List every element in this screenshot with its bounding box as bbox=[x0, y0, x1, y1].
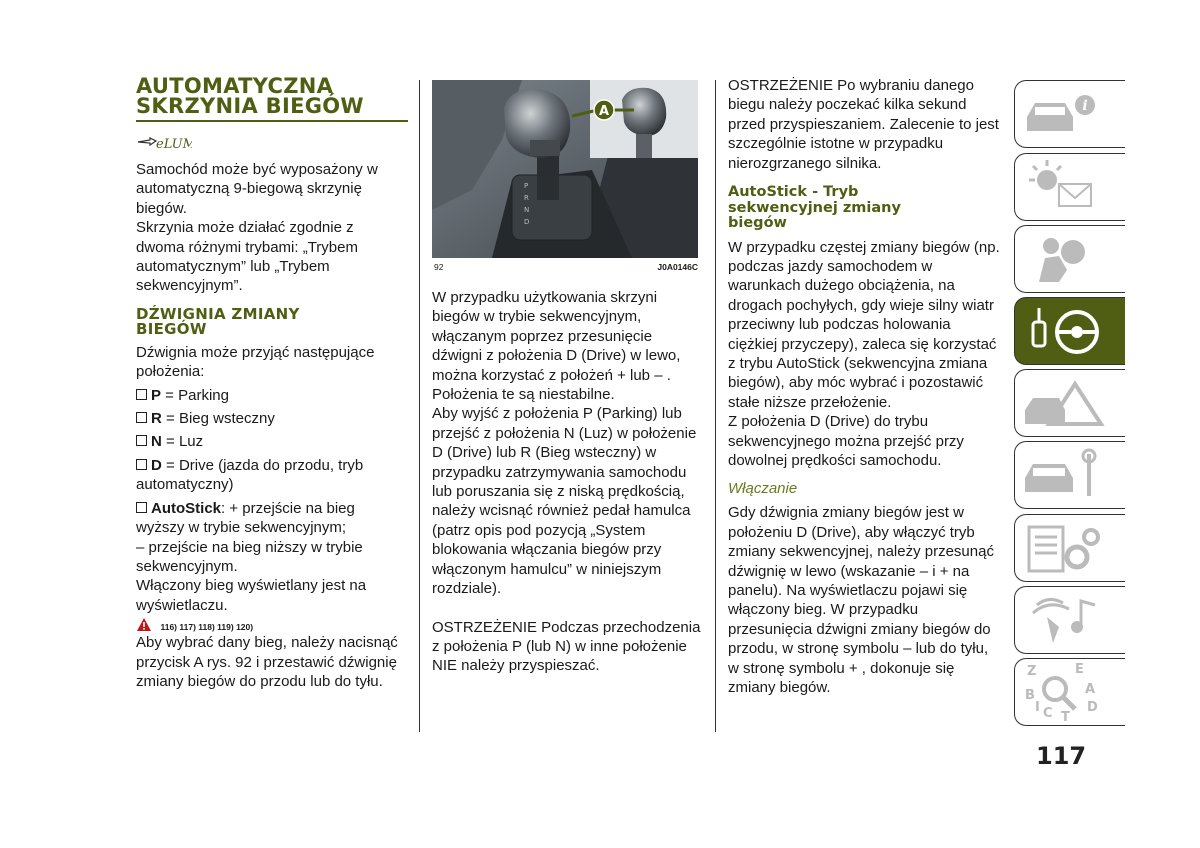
svg-text:N: N bbox=[524, 206, 530, 214]
select-text: Aby wybrać dany bieg, należy nacisnąć przycisk A rys. 92 i przestawić dźwignię zmiany biegów do przodu lub do tyłu. bbox=[136, 634, 398, 690]
warning-triangle-icon bbox=[136, 617, 152, 632]
autostick-heading-line2: sekwencyjnej zmiany bbox=[728, 199, 901, 216]
svg-text:C: C bbox=[1043, 706, 1053, 721]
elum-logo-text: eLUM bbox=[156, 137, 192, 152]
car-info-icon bbox=[1015, 81, 1115, 147]
column-3 bbox=[728, 76, 1000, 697]
display-text: Włączony bieg wyświetlany jest na wyświetlaczu. bbox=[136, 577, 367, 614]
figure-code: J0A0146C bbox=[657, 262, 698, 272]
car-warning-triangle-icon bbox=[1015, 370, 1115, 436]
svg-text:P: P bbox=[524, 182, 529, 190]
section-title-line1: AUTOMATYCZNA bbox=[136, 74, 334, 98]
engage-subheading: Włączanie bbox=[728, 480, 798, 498]
svg-text:Z: Z bbox=[1027, 664, 1037, 679]
tab-technical-data[interactable] bbox=[1014, 514, 1125, 582]
figure-number: 92 bbox=[434, 262, 444, 272]
tab-starting-driving[interactable] bbox=[1014, 297, 1125, 365]
lever-intro: Dźwignia może przyjąć następujące położenia: bbox=[136, 343, 375, 381]
key-steering-wheel-icon bbox=[1015, 298, 1115, 364]
svg-text:I: I bbox=[1035, 700, 1040, 715]
svg-text:D: D bbox=[524, 218, 530, 226]
tab-emergency[interactable] bbox=[1014, 369, 1125, 437]
engage-text: Gdy dźwignia zmiany biegów jest w położeniu D (Drive), aby włączyć tryb zmiany sekwencyjnej, należy przesunąć dźwignię w lewo (wskazanie – i + na panelu). Na wyświetlaczu pojawi się włączony bieg. W przypadku przesunięcia dźwigni zmiany biegów do przodu, w stronę symbolu – lub do tyłu, w stronę symbolu + , dokonuje się zmiany biegów. bbox=[728, 504, 994, 697]
autostick-heading bbox=[728, 185, 1000, 232]
autostick-text: W przypadku częstej zmiany biegów (np. podczas jazdy samochodem w warunkach dużego obciążenia, na drogach pochyłych, gdy wieje silny wiatr przeciwny lub podczas holowania ciężkiej przyczepy), zaleca się korzystać z trybu AutoStick (sekwencyjna zmiana biegów), aby móc wybrać i pozostawić stałe niższe przełożenie. bbox=[728, 238, 1000, 411]
tab-index[interactable] bbox=[1014, 658, 1125, 726]
svg-text:B: B bbox=[1025, 688, 1035, 703]
autostick-heading-line1: AutoStick - Tryb bbox=[728, 184, 859, 201]
intro-text: Samochód może być wyposażony w automatyczną 9-biegową skrzynię biegów. bbox=[136, 161, 378, 217]
svg-text:D: D bbox=[1087, 700, 1098, 715]
column-1 bbox=[136, 76, 406, 691]
callout-a: A bbox=[598, 104, 610, 119]
tab-maintenance[interactable] bbox=[1014, 441, 1125, 509]
tab-lights-warnings[interactable] bbox=[1014, 153, 1125, 221]
lever-heading-line1: DŹWIGNIA ZMIANY bbox=[136, 304, 300, 323]
tab-multimedia[interactable] bbox=[1014, 586, 1125, 654]
svg-text:i: i bbox=[1082, 98, 1088, 114]
car-wrench-icon bbox=[1015, 442, 1115, 508]
tab-car-info[interactable] bbox=[1014, 80, 1125, 148]
tab-safety[interactable] bbox=[1014, 225, 1125, 293]
svg-text:A: A bbox=[1085, 682, 1096, 697]
lights-envelope-icon bbox=[1015, 154, 1115, 220]
svg-text:R: R bbox=[524, 194, 529, 202]
sequential-text: W przypadku użytkowania skrzyni biegów w trybie sekwencyjnym, włączanym poprzez przesunięcie dźwigni z położenia D (Drive) w lewo, można korzystać z położeń + lub – . Położenia te są niestabilne. bbox=[432, 289, 681, 404]
drive-text: Z położenia D (Drive) do trybu sekwencyjnego można przejść przy dowolnej prędkości samochodu. bbox=[728, 413, 964, 469]
autostick-heading-line3: biegów bbox=[728, 215, 787, 232]
elum-logo-icon bbox=[136, 132, 406, 154]
brake-text: Aby wyjść z położenia P (Parking) lub przejść z położenia N (Luz) w położenie D (Drive) lub R (Bieg wsteczny) w przypadku zatrzymywania samochodu lub poruszania się z niską prędkością, należy wcisnąć również pedał hamulca (patrz opis pod pozycją „System blokowania włączania biegów przy włączonym hamulcu” w niniejszym rozdziale). bbox=[432, 405, 697, 598]
column-2 bbox=[432, 80, 704, 676]
lever-heading bbox=[136, 304, 406, 338]
page-number: 117 bbox=[1036, 742, 1087, 770]
column-divider-1 bbox=[419, 80, 420, 732]
list-item-r: R = Bieg wsteczny bbox=[136, 409, 406, 428]
svg-text:T: T bbox=[1061, 710, 1070, 725]
index-search-icon bbox=[1015, 659, 1115, 725]
reference-numbers: 116) 117) 118) 119) 120) bbox=[160, 622, 254, 633]
list-item-n: N = Luz bbox=[136, 432, 406, 451]
minus-text: – przejście na bieg niższy w trybie sekwencyjnym. bbox=[136, 538, 363, 575]
figure-92 bbox=[432, 80, 698, 272]
multimedia-icon bbox=[1015, 587, 1115, 653]
modes-text: Skrzynia może działać zgodnie z dwoma różnymi trybami: „Trybem automatycznym” lub „Trybem sekwencyjnym”. bbox=[136, 219, 358, 295]
gear-lever-photo bbox=[432, 80, 698, 258]
svg-text:E: E bbox=[1075, 662, 1084, 677]
airbag-safety-icon bbox=[1015, 226, 1115, 292]
document-gears-icon bbox=[1015, 515, 1115, 581]
warning-refs bbox=[136, 617, 406, 633]
title-underline bbox=[136, 120, 408, 122]
list-item-autostick: AutoStick: + przejście na bieg wyższy w trybie sekwencyjnym; bbox=[136, 499, 355, 537]
list-item-d: D = Drive (jazda do przodu, tryb automatyczny) bbox=[136, 456, 364, 494]
section-title-line2: SKRZYNIA BIEGÓW bbox=[136, 94, 364, 118]
warning-text-2: OSTRZEŻENIE Po wybraniu danego biegu należy poczekać kilka sekund przed przyspieszaniem. Zalecenie to jest szczególnie istotne w przypadku nierozgrzanego silnika. bbox=[728, 77, 999, 172]
lever-heading-line2: BIEGÓW bbox=[136, 319, 207, 338]
column-divider-2 bbox=[715, 80, 716, 732]
warning-text-1: OSTRZEŻENIE Podczas przechodzenia z położenia P (lub N) w inne położenie NIE należy przyspieszać. bbox=[432, 618, 701, 675]
list-item-p: P = Parking bbox=[136, 386, 406, 405]
